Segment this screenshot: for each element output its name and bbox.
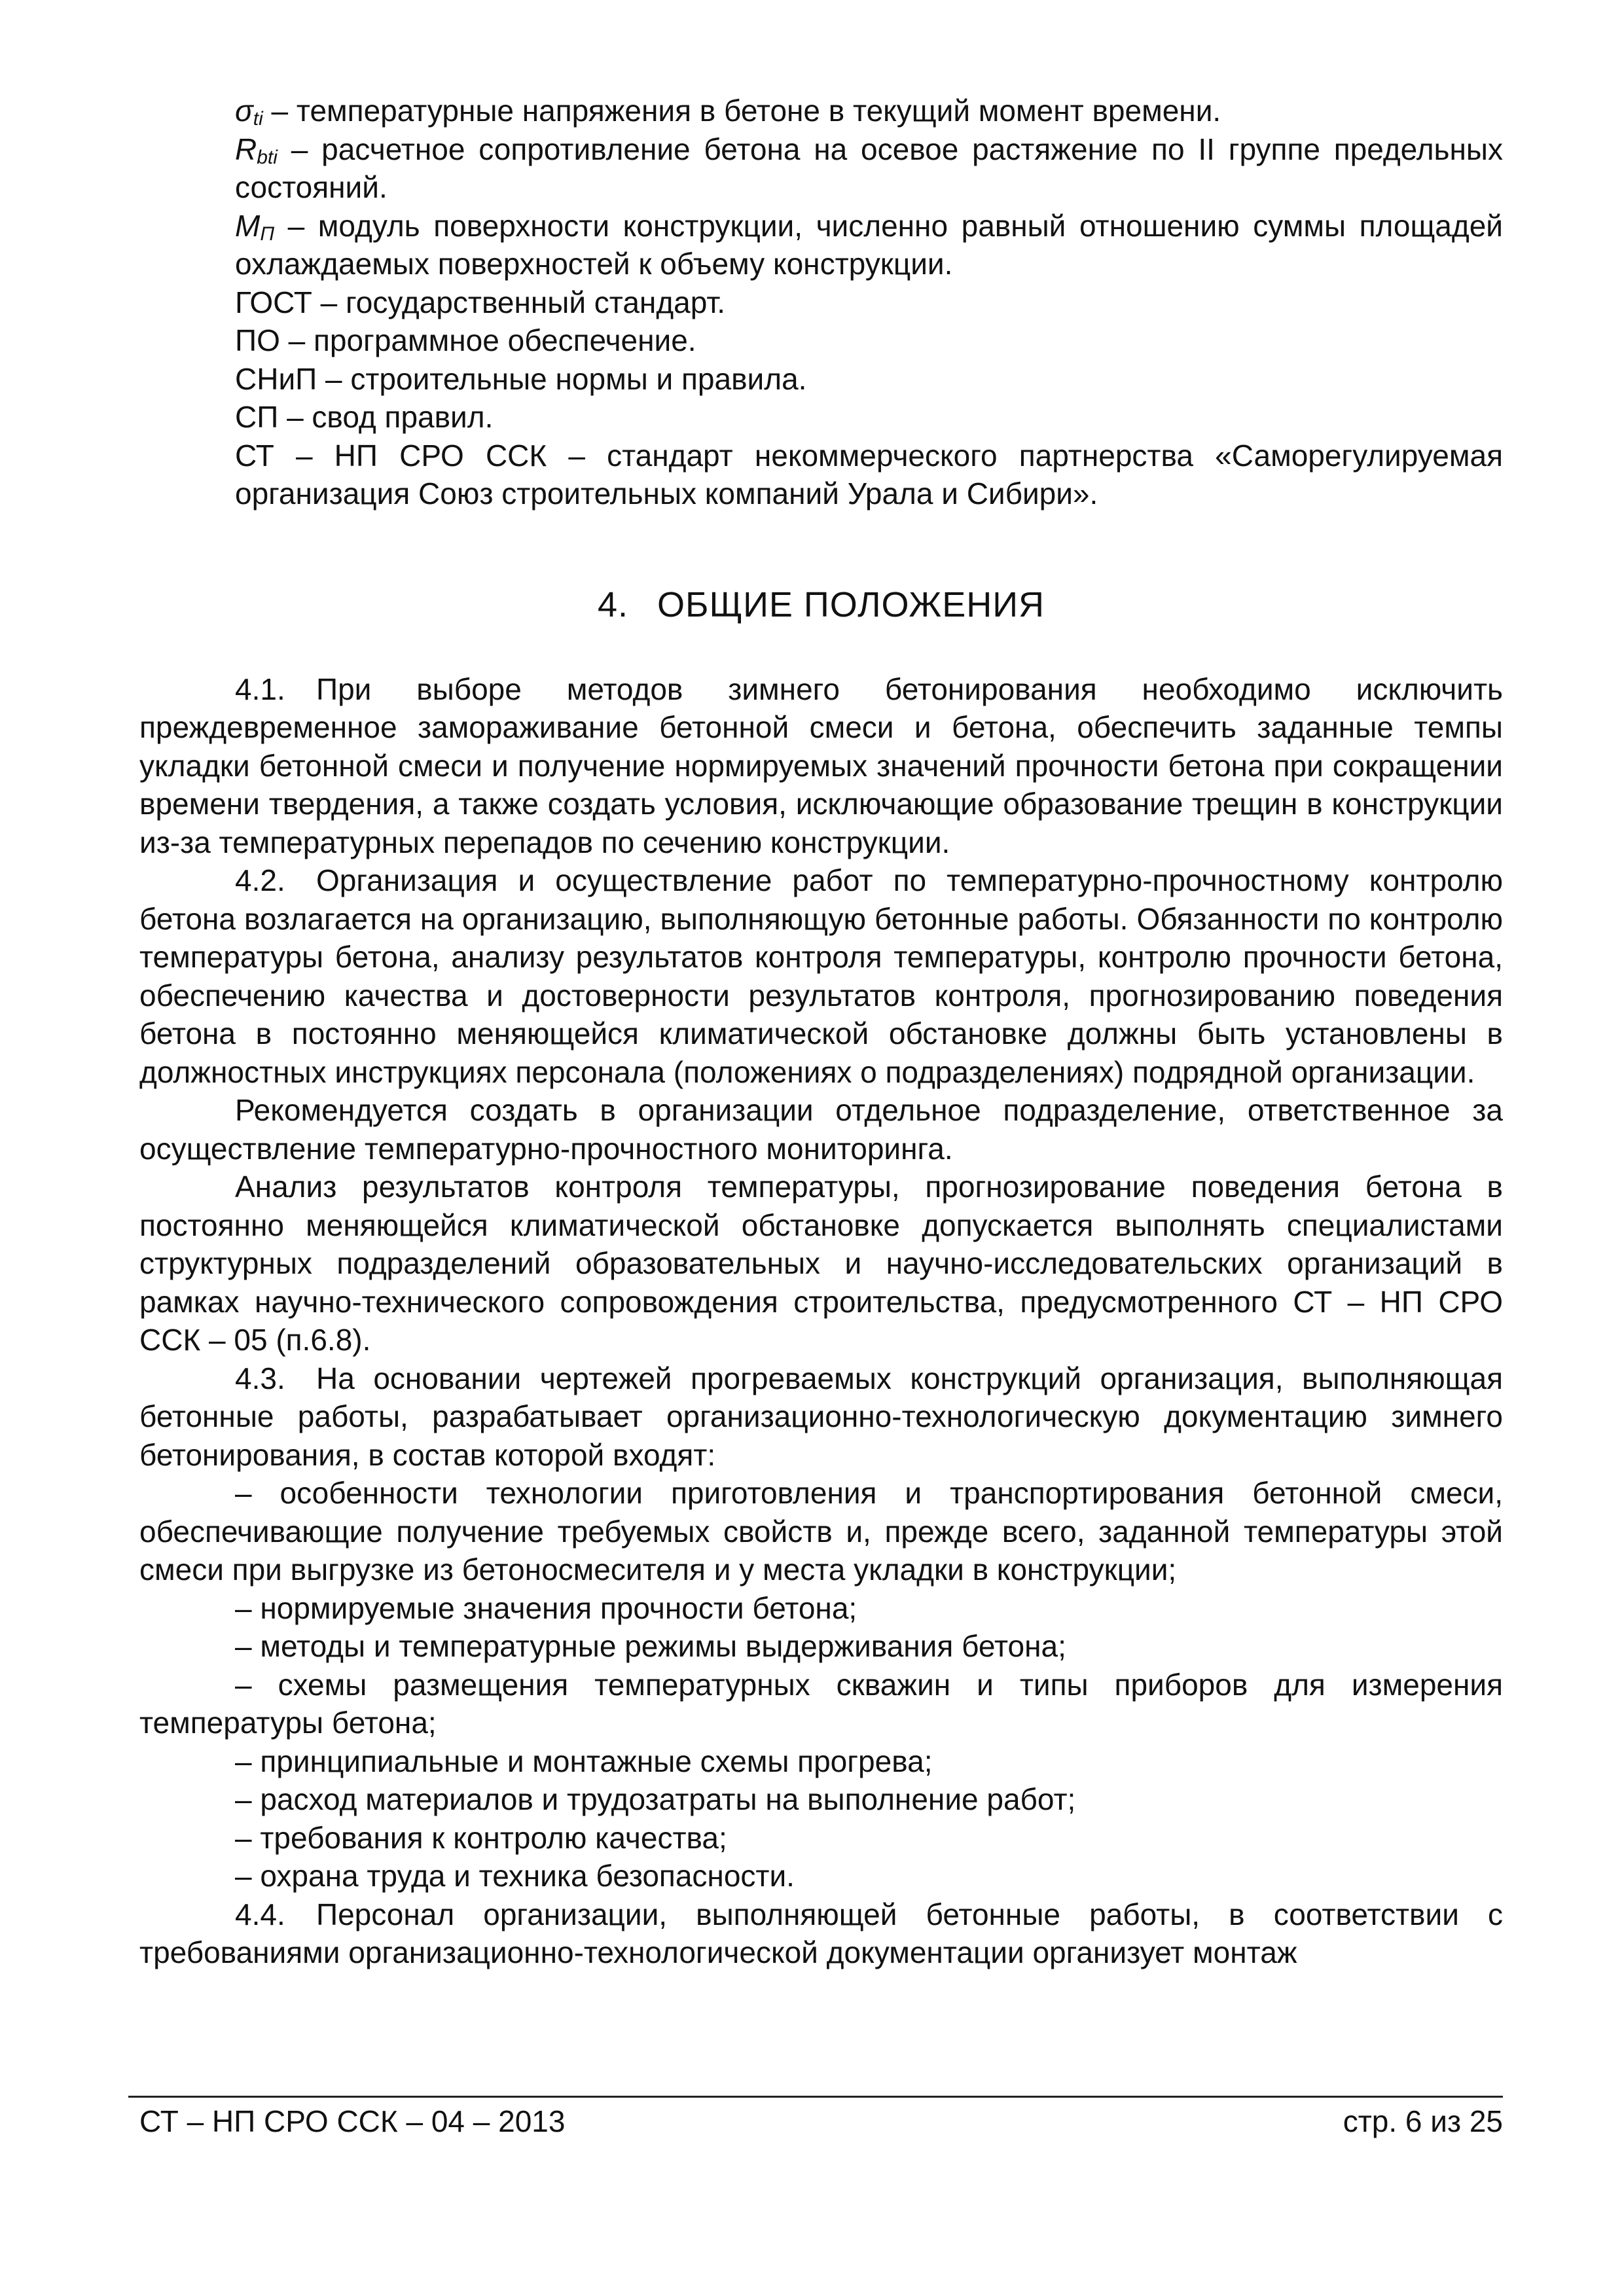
paragraph-number: 4.1. bbox=[235, 672, 285, 706]
paragraph: Рекомендуется создать в организации отдельное подразделение, ответственное за осуществление температурно-прочностного мониторинга. bbox=[139, 1093, 1503, 1166]
section-title: ОБЩИЕ ПОЛОЖЕНИЯ bbox=[657, 584, 1045, 624]
footer-document-id: СТ – НП СРО ССК – 04 – 2013 bbox=[139, 2104, 566, 2138]
list-item: – схемы размещения температурных скважин и типы приборов для измерения температуры бетона; bbox=[139, 1667, 1503, 1740]
definitions-list bbox=[139, 92, 1503, 513]
definition-symbol: $\sigma_{ti}$ bbox=[235, 94, 263, 130]
paragraph: 4.2. Организация и осуществление работ по температурно-прочностному контролю бетона возлагается на организацию, выполняющую бетонные работы. Обязанности по контролю температуры бетона, анализу результатов контроля температуры, контролю прочности бетона, обеспечению качества и достоверности результатов контроля, прогнозированию поведения бетона в постоянно меняющейся климатической обстановке должны быть установлены в должностных инструкциях персонала (положениях о подразделениях) подрядной организации. bbox=[139, 861, 1503, 1091]
list-item: – охрана труда и техника безопасности. bbox=[235, 1859, 795, 1893]
paragraph-number: 4.3. bbox=[235, 1361, 285, 1395]
paragraph: 4.3. На основании чертежей прогреваемых конструкций организация, выполняющая бетонные работы, разрабатывает организационно-технологическую документацию зимнего бетонирования, в состав которой входят: bbox=[139, 1359, 1503, 1475]
definition-symbol: $M_П$ bbox=[235, 208, 275, 245]
section-body bbox=[139, 670, 1503, 1972]
page-content bbox=[139, 92, 1503, 1972]
paragraph: 4.4. Персонал организации, выполняющей бетонные работы, в соответствии с требованиями организационно-технологической документации организует монтаж bbox=[139, 1895, 1503, 1972]
definition-item: $M_П$ – модуль поверхности конструкции, численно равный отношению суммы площадей охлаждаемых поверхностей к объему конструкции. bbox=[235, 208, 1503, 281]
paragraph: 4.1. При выборе методов зимнего бетонирования необходимо исключить преждевременное замораживание бетонной смеси и бетона, обеспечить заданные темпы укладки бетонной смеси и получение нормируемых значений прочности бетона при сокращении времени твердения, а также создать условия, исключающие образование трещин в конструкции из-за температурных перепадов по сечению конструкции. bbox=[139, 670, 1503, 862]
definition-item: ГОСТ – государственный стандарт. bbox=[235, 285, 726, 319]
list-item: – требования к контролю качества; bbox=[235, 1820, 727, 1855]
list-item: – нормируемые значения прочности бетона; bbox=[235, 1590, 857, 1625]
paragraph-number: 4.4. bbox=[235, 1897, 285, 1931]
paragraph: Анализ результатов контроля температуры, прогнозирование поведения бетона в постоянно меняющейся климатической обстановке допускается выполнять специалистами структурных подразделений образовательных и научно-исследовательских организаций в рамках научно-технического сопровождения строительства, предусмотренного СТ – НП СРО ССК – 05 (п.6.8). bbox=[139, 1170, 1503, 1357]
list-item: – методы и температурные режимы выдерживания бетона; bbox=[235, 1629, 1066, 1663]
section-number: 4. bbox=[597, 584, 628, 624]
definition-item: $R_{bti}$ – расчетное сопротивление бетона на осевое растяжение по II группе предельных состояний. bbox=[235, 132, 1503, 204]
definition-item: СП – свод правил. bbox=[235, 400, 494, 434]
definition-symbol: $R_{bti}$ bbox=[235, 132, 278, 168]
paragraph-number: 4.2. bbox=[235, 863, 285, 897]
section-heading bbox=[139, 513, 1503, 670]
footer-page-number: стр. 6 из 25 bbox=[1343, 2104, 1503, 2138]
definition-item: ПО – программное обеспечение. bbox=[235, 323, 696, 357]
list-item: – принципиальные и монтажные схемы прогрева; bbox=[235, 1744, 933, 1778]
definition-item: $\sigma_{ti}$ – температурные напряжения в бетоне в текущий момент времени. bbox=[235, 94, 1221, 130]
list-item: – особенности технологии приготовления и транспортирования бетонной смеси, обеспечивающие получение требуемых свойств и, прежде всего, заданной температуры этой смеси при выгрузке из бетоносмесителя и у места укладки в конструкции; bbox=[139, 1476, 1503, 1587]
list-item: – расход материалов и трудозатраты на выполнение работ; bbox=[235, 1782, 1076, 1816]
footer-divider bbox=[128, 2096, 1503, 2098]
definition-item: СНиП – строительные нормы и правила. bbox=[235, 361, 807, 396]
definition-item: СТ – НП СРО ССК – стандарт некоммерческого партнерства «Саморегулируемая организация Союз строительных компаний Урала и Сибири». bbox=[235, 438, 1503, 511]
